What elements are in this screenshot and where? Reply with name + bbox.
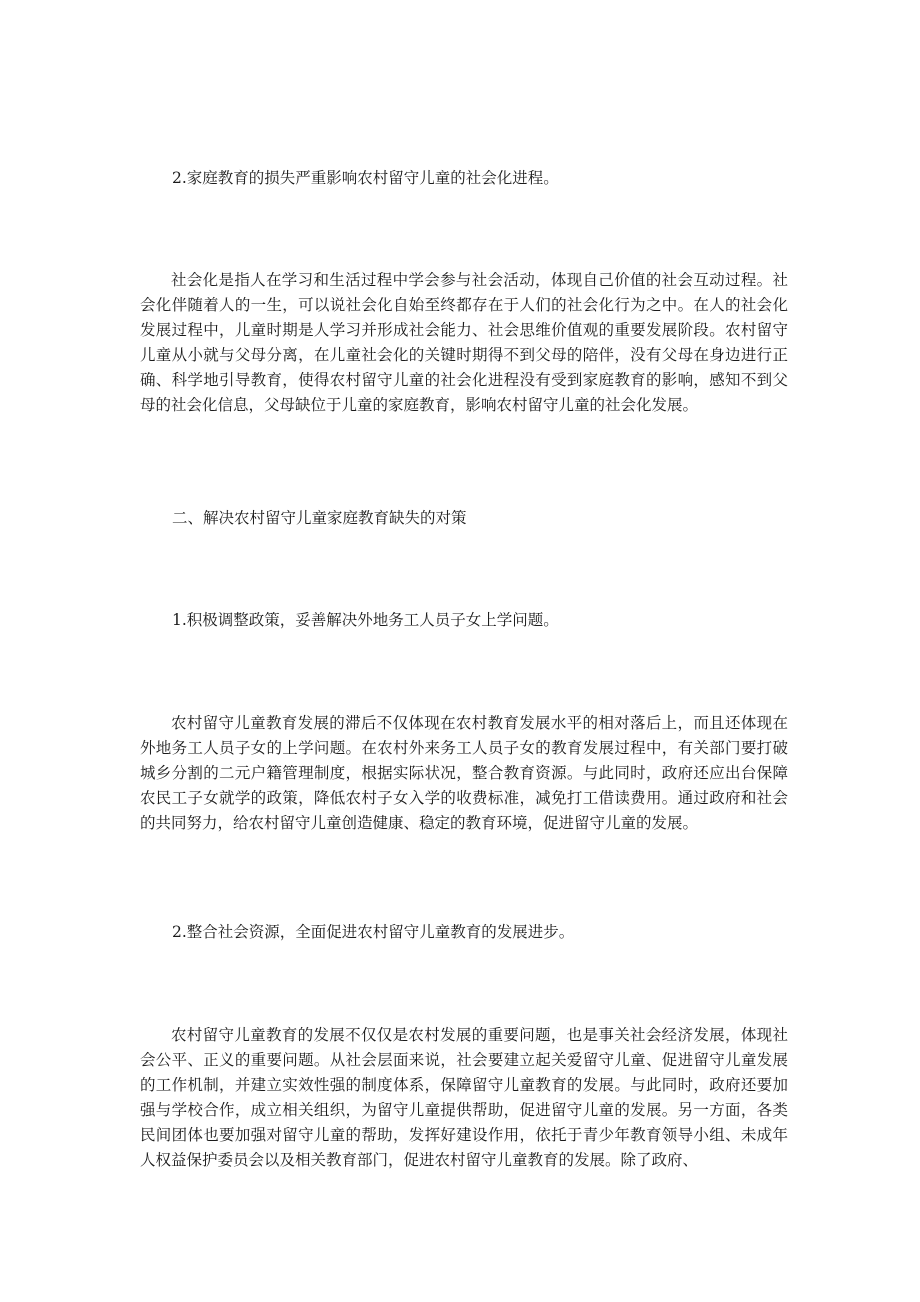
- paragraph-policy: 农村留守儿童教育发展的滞后不仅体现在农村教育发展水平的相对落后上，而且还体现在外地务工人员子女的上学问题。在农村外来务工人员子女的教育发展过程中，有关部门要打破城乡分割的二元户籍管理制度，根据实际状况，整合教育资源。与此同时，政府还应出台保障农民工子女就学的政策，降低农村子女入学的收费标准，减免打工借读费用。通过政府和社会的共同努力，给农村留守儿童创造健康、稳定的教育环境，促进留守儿童的发展。: [140, 714, 788, 832]
- subheading-family-education-loss: 2.家庭教育的损失严重影响农村留守儿童的社会化进程。: [172, 169, 559, 187]
- subheading-integrate-resources: 2.整合社会资源，全面促进农村留守儿童教育的发展进步。: [172, 923, 575, 941]
- subheading-adjust-policy: 1.积极调整政策，妥善解决外地务工人员子女上学问题。: [172, 611, 559, 629]
- paragraph-socialization: 社会化是指人在学习和生活过程中学会参与社会活动，体现自己价值的社会互动过程。社会化伴随着人的一生，可以说社会化自始至终都存在于人们的社会化行为之中。在人的社会化发展过程中，儿童时期是人学习并形成社会能力、社会思维价值观的重要发展阶段。农村留守儿童从小就与父母分离，在儿童社会化的关键时期得不到父母的陪伴，没有父母在身边进行正确、科学地引导教育，使得农村留守儿童的社会化进程没有受到家庭教育的影响，感知不到父母的社会化信息，父母缺位于儿童的家庭教育，影响农村留守儿童的社会化发展。: [140, 271, 788, 414]
- paragraph-social-resources: 农村留守儿童教育的发展不仅仅是农村发展的重要问题，也是事关社会经济发展，体现社会公平、正义的重要问题。从社会层面来说，社会要建立起关爱留守儿童、促进留守儿童发展的工作机制，并建立实效性强的制度体系，保障留守儿童教育的发展。与此同时，政府还要加强与学校合作，成立相关组织，为留守儿童提供帮助，促进留守儿童的发展。另一方面，各类民间团体也要加强对留守儿童的帮助，发挥好建设作用，依托于青少年教育领导小组、未成年人权益保护委员会以及相关教育部门，促进农村留守儿童教育的发展。除了政府、: [140, 1026, 788, 1169]
- section-title-countermeasures: 二、解决农村留守儿童家庭教育缺失的对策: [172, 509, 467, 527]
